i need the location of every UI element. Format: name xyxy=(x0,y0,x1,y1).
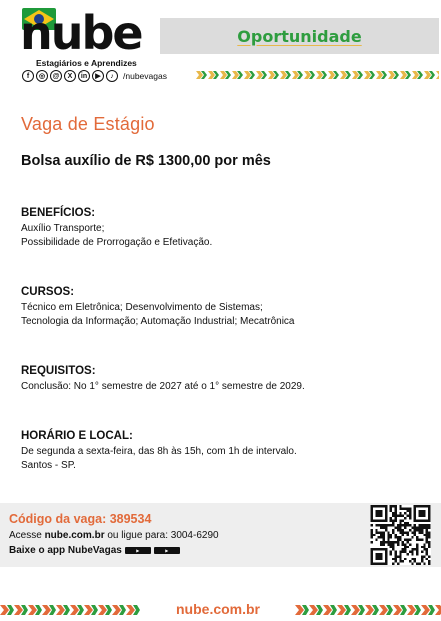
section-line: Santos - SP. xyxy=(21,460,76,471)
section-title: BENEFÍCIOS: xyxy=(21,207,96,219)
social-handle: /nubevagas xyxy=(123,71,167,81)
contact-phone: ou ligue para: 3004-6290 xyxy=(104,530,219,541)
job-title: Vaga de Estágio xyxy=(21,114,155,134)
instagram-icon[interactable]: ◎ xyxy=(36,70,48,82)
benefits-section xyxy=(21,207,421,250)
nube-logo[interactable] xyxy=(20,6,152,66)
tiktok-icon[interactable]: ♪ xyxy=(106,70,118,82)
stipend: Bolsa auxílio de R$ 1300,00 por mês xyxy=(21,153,271,169)
contact-line xyxy=(9,530,219,541)
decorative-stripe xyxy=(295,605,441,615)
logo-subtitle: Estagiários e Aprendizes xyxy=(36,58,137,68)
requirements-section xyxy=(21,365,421,394)
x-icon[interactable]: X xyxy=(64,70,76,82)
opportunity-label: Oportunidade xyxy=(237,26,362,46)
app-download xyxy=(9,545,180,556)
section-line: Tecnologia da Informação; Automação Industrial; Mecatrônica xyxy=(21,316,295,327)
logo-wordmark: nube xyxy=(20,6,142,60)
section-line: Auxílio Transporte; xyxy=(21,223,105,234)
decorative-stripe xyxy=(196,71,439,79)
app-download-label: Baixe o app NubeVagas xyxy=(9,545,122,556)
section-line: Possibilidade de Prorrogação e Efetivação. xyxy=(21,237,213,248)
job-code: Código da vaga: 389534 xyxy=(9,512,152,526)
youtube-icon[interactable]: ▶ xyxy=(92,70,104,82)
facebook-icon[interactable]: f xyxy=(22,70,34,82)
section-line: Conclusão: No 1° semestre de 2027 até o 1° semestre de 2029. xyxy=(21,381,305,392)
contact-site-link[interactable]: nube.com.br xyxy=(44,530,105,541)
section-title: HORÁRIO E LOCAL: xyxy=(21,430,133,442)
social-links xyxy=(22,70,167,82)
app-store-icon[interactable]: ▶ xyxy=(125,547,151,554)
qr-code-icon[interactable] xyxy=(370,505,431,565)
contact-prefix: Acesse xyxy=(9,530,45,541)
courses-section xyxy=(21,286,421,329)
linkedin-icon[interactable]: in xyxy=(78,70,90,82)
opportunity-banner xyxy=(160,18,439,54)
google-play-icon[interactable]: ▶ xyxy=(154,547,180,554)
footer-site-link[interactable]: nube.com.br xyxy=(176,601,261,617)
section-title: CURSOS: xyxy=(21,286,75,298)
decorative-stripe xyxy=(0,605,140,615)
schedule-section xyxy=(21,430,421,473)
section-line: Técnico em Eletrônica; Desenvolvimento de Sistemas; xyxy=(21,302,263,313)
section-title: REQUISITOS: xyxy=(21,365,96,377)
header xyxy=(0,0,441,95)
threads-icon[interactable]: @ xyxy=(50,70,62,82)
section-line: De segunda a sexta-feira, das 8h às 15h, com 1h de intervalo. xyxy=(21,446,297,457)
